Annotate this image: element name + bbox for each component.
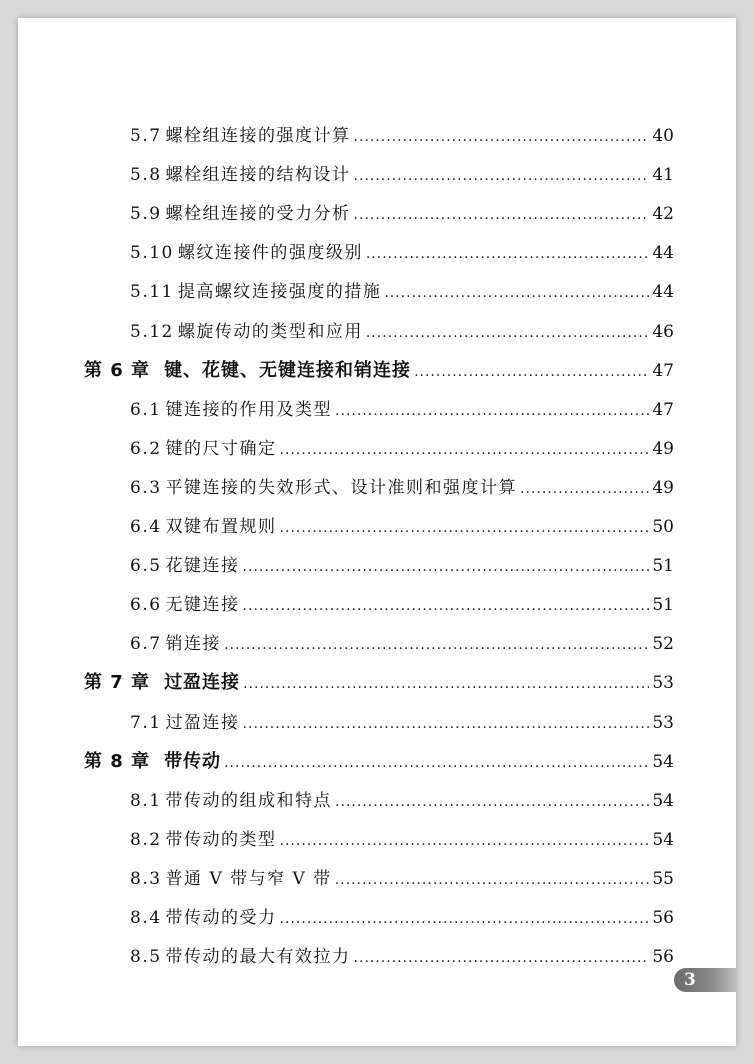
toc-chapter-row[interactable] bbox=[84, 355, 674, 387]
toc-entry-title: 过盈连接 bbox=[164, 672, 241, 694]
toc-section-row[interactable] bbox=[130, 198, 674, 230]
toc-entry-number: 6.3 bbox=[130, 477, 162, 498]
toc-section-row[interactable] bbox=[130, 941, 674, 973]
toc-entry-title: 过盈连接 bbox=[165, 712, 240, 733]
toc-entry-number: 6.1 bbox=[130, 399, 162, 420]
dot-leader bbox=[280, 825, 650, 857]
dot-leader bbox=[243, 551, 650, 583]
dot-leader bbox=[335, 395, 649, 427]
toc-entry-page: 53 bbox=[652, 712, 674, 733]
toc-entry-page: 44 bbox=[652, 243, 674, 264]
toc-entry-number: 8.3 bbox=[130, 868, 162, 889]
toc-entry-title: 带传动的受力 bbox=[165, 908, 277, 928]
toc-section-row[interactable] bbox=[130, 276, 674, 308]
toc-chapter-row[interactable] bbox=[84, 746, 674, 778]
toc-entry-number: 第 6 章 bbox=[84, 359, 151, 381]
dot-leader bbox=[243, 708, 650, 740]
toc-entry-title: 双键布置规则 bbox=[165, 517, 277, 537]
toc-entry-page: 49 bbox=[652, 477, 674, 498]
toc-section-row[interactable] bbox=[130, 394, 674, 426]
toc-entry-title: 平键连接的失效形式、设计准则和强度计算 bbox=[165, 477, 518, 498]
toc-section-row[interactable] bbox=[130, 511, 674, 543]
dot-leader bbox=[335, 786, 649, 818]
dot-leader bbox=[224, 747, 649, 779]
toc-section-row[interactable] bbox=[130, 159, 674, 191]
toc-entry-number: 第 7 章 bbox=[84, 672, 151, 694]
toc-entry-number: 5.9 bbox=[130, 204, 162, 225]
toc-entry-page: 56 bbox=[652, 947, 674, 968]
toc-entry-page: 41 bbox=[652, 165, 674, 186]
toc-entry-title: 带传动的组成和特点 bbox=[165, 790, 333, 811]
toc-entry-page: 40 bbox=[652, 126, 674, 146]
toc-entry-number: 5.8 bbox=[130, 165, 162, 186]
toc-entry-number: 6.7 bbox=[130, 634, 162, 655]
dot-leader bbox=[366, 238, 650, 270]
toc-section-row[interactable] bbox=[130, 237, 674, 269]
toc-entry-number: 6.4 bbox=[130, 517, 162, 537]
dot-leader bbox=[335, 864, 650, 896]
dot-leader bbox=[354, 160, 650, 192]
dot-leader bbox=[243, 590, 650, 622]
toc-section-row[interactable] bbox=[130, 589, 674, 621]
toc-entry-page: 54 bbox=[652, 829, 674, 850]
toc-entry-number: 6.6 bbox=[130, 595, 162, 616]
toc-section-row[interactable] bbox=[130, 316, 674, 348]
toc-entry-page: 42 bbox=[652, 204, 674, 225]
toc-entry-page: 47 bbox=[652, 399, 674, 420]
toc-entry-page: 50 bbox=[652, 517, 674, 537]
toc-entry-title: 螺旋传动的类型和应用 bbox=[177, 321, 363, 342]
toc-entry-page: 51 bbox=[652, 556, 674, 577]
toc-section-row[interactable] bbox=[130, 433, 674, 465]
toc-entry-number: 8.1 bbox=[130, 790, 162, 811]
toc-entry-number: 8.5 bbox=[130, 947, 162, 968]
page-number: 3 bbox=[684, 970, 696, 990]
toc-entry-number: 7.1 bbox=[130, 712, 162, 733]
toc-entry-title: 键的尺寸确定 bbox=[165, 438, 277, 459]
toc-entry-number: 5.11 bbox=[130, 282, 174, 303]
toc-entry-page: 44 bbox=[652, 282, 674, 303]
toc-entry-number: 8.4 bbox=[130, 908, 162, 928]
toc-section-row[interactable] bbox=[130, 785, 674, 817]
toc-entry-title: 键连接的作用及类型 bbox=[165, 399, 333, 420]
toc-entry-number: 5.12 bbox=[130, 321, 174, 342]
toc-entry-number: 6.5 bbox=[130, 556, 162, 577]
dot-leader bbox=[414, 356, 649, 388]
toc-entry-title: 带传动 bbox=[164, 750, 222, 772]
toc-entry-page: 55 bbox=[652, 868, 674, 889]
toc-entry-title: 提高螺纹连接强度的措施 bbox=[177, 282, 382, 303]
dot-leader bbox=[280, 903, 650, 935]
toc-entry-title: 带传动的类型 bbox=[165, 829, 277, 850]
toc-entry-title: 带传动的最大有效拉力 bbox=[165, 947, 351, 968]
toc-entry-title: 花键连接 bbox=[165, 556, 240, 577]
toc-entry-title: 键、花键、无键连接和销连接 bbox=[164, 359, 412, 381]
toc-section-row[interactable] bbox=[130, 472, 674, 504]
toc-section-row[interactable] bbox=[130, 863, 674, 895]
dot-leader bbox=[280, 512, 650, 544]
toc-entry-title: 螺栓组连接的结构设计 bbox=[165, 165, 351, 186]
dot-leader bbox=[280, 434, 650, 466]
dot-leader bbox=[354, 199, 650, 231]
toc-section-row[interactable] bbox=[130, 707, 674, 739]
toc-section-row[interactable] bbox=[130, 902, 674, 934]
toc-entry-page: 46 bbox=[652, 321, 674, 342]
dot-leader bbox=[520, 473, 649, 505]
toc-entry-page: 53 bbox=[652, 673, 674, 694]
dot-leader bbox=[243, 668, 649, 700]
toc-entry-page: 54 bbox=[652, 790, 674, 811]
toc-section-row[interactable] bbox=[130, 824, 674, 856]
toc-entry-title: 螺栓组连接的受力分析 bbox=[165, 204, 351, 225]
toc-entry-number: 8.2 bbox=[130, 829, 162, 850]
dot-leader bbox=[384, 277, 649, 309]
dot-leader bbox=[224, 629, 649, 661]
toc-section-row[interactable] bbox=[130, 120, 674, 152]
toc-entry-title: 螺栓组连接的强度计算 bbox=[165, 126, 351, 146]
toc-entry-page: 54 bbox=[652, 751, 674, 772]
toc-entry-title: 普通 V 带与窄 V 带 bbox=[165, 868, 332, 889]
dot-leader bbox=[354, 121, 650, 153]
dot-leader bbox=[354, 942, 650, 974]
toc-chapter-row[interactable] bbox=[84, 667, 674, 699]
toc-entry-page: 49 bbox=[652, 438, 674, 459]
toc-entry-number: 5.10 bbox=[130, 243, 174, 264]
toc-entry-number: 第 8 章 bbox=[84, 750, 151, 772]
toc-section-row[interactable] bbox=[130, 550, 674, 582]
toc-entry-number: 6.2 bbox=[130, 438, 162, 459]
page-number-tab bbox=[674, 968, 736, 992]
toc-entry-title: 螺纹连接件的强度级别 bbox=[177, 243, 363, 264]
toc-entry-page: 47 bbox=[652, 360, 674, 381]
toc-entry-page: 52 bbox=[652, 634, 674, 655]
document-page bbox=[18, 18, 736, 1046]
toc-entry-title: 无键连接 bbox=[165, 595, 240, 616]
toc-entry-title: 销连接 bbox=[165, 634, 222, 655]
toc-section-row[interactable] bbox=[130, 628, 674, 660]
toc-entry-page: 51 bbox=[652, 595, 674, 616]
toc-entry-page: 56 bbox=[652, 908, 674, 928]
toc-entry-number: 5.7 bbox=[130, 126, 162, 146]
dot-leader bbox=[366, 317, 650, 349]
